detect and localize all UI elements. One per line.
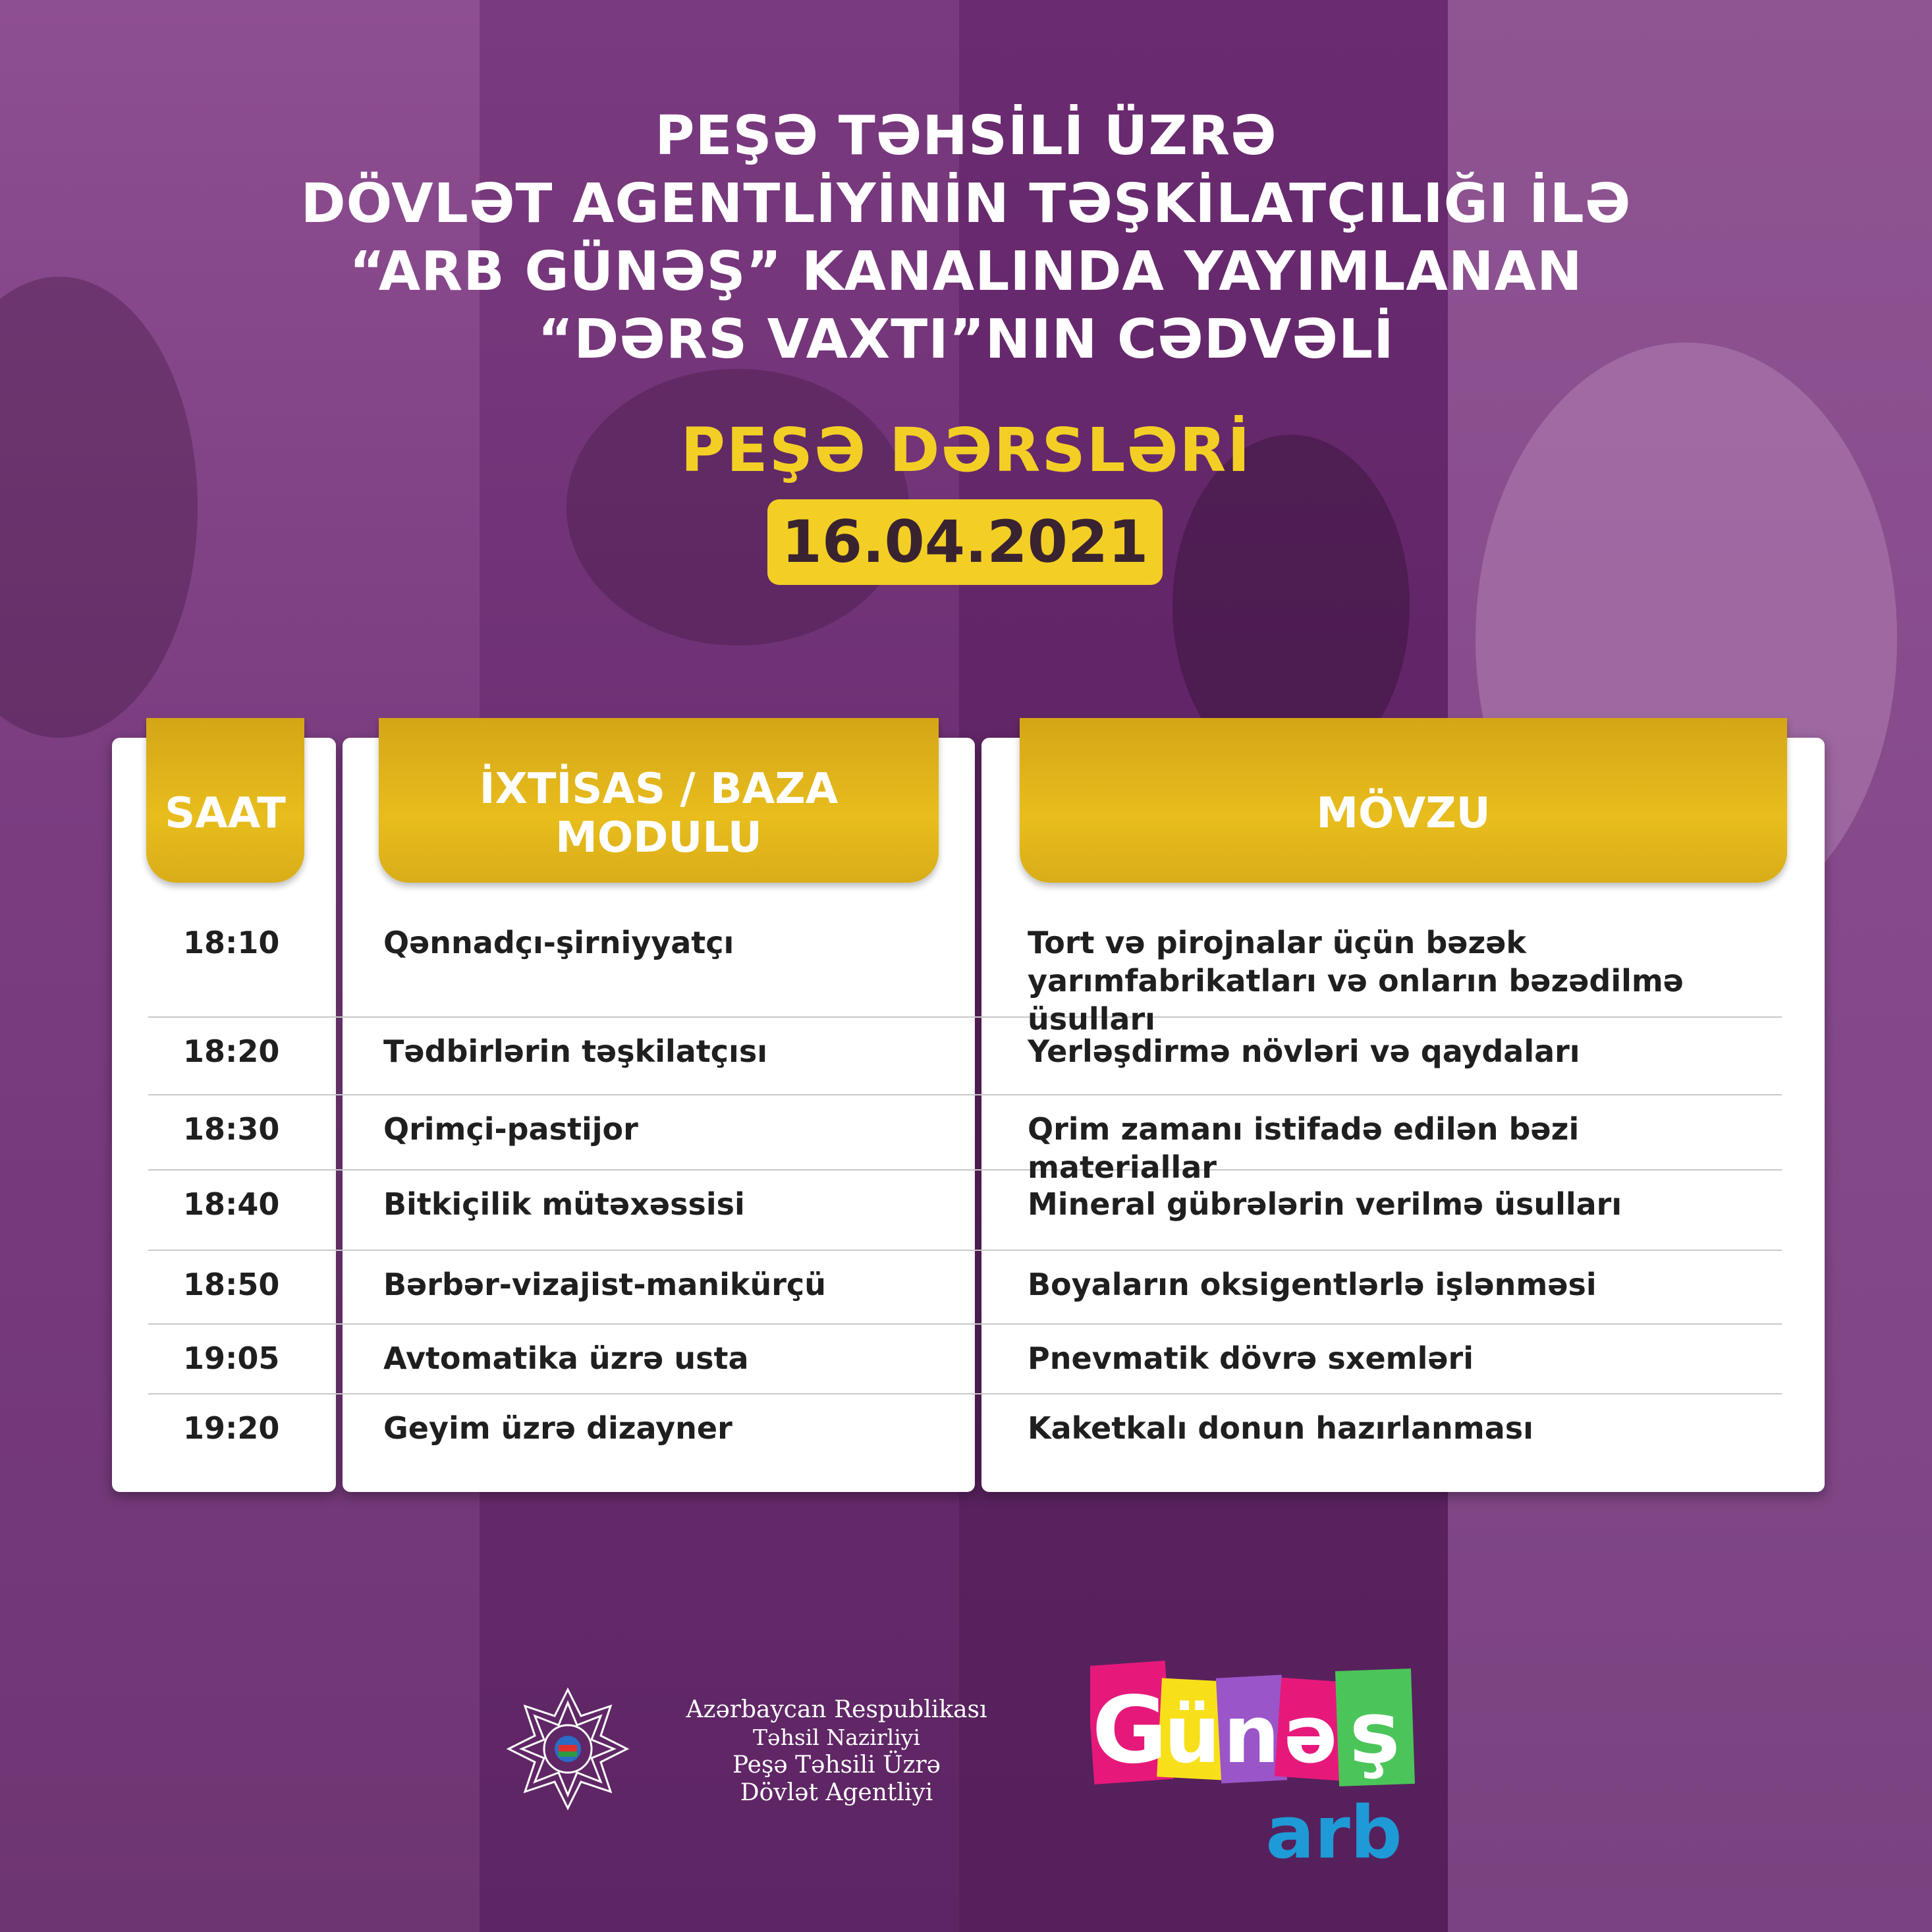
- topic-cell: Mineral gübrələrin verilmə üsulları: [1028, 1186, 1622, 1222]
- title-line: “ARB GÜNƏŞ” KANALINDA YAYIMLANAN: [349, 240, 1583, 303]
- specialty-cell: Bərbər-vizajist-manikürçü: [383, 1267, 826, 1302]
- time-cell: 18:20: [183, 1034, 280, 1069]
- ministry-name: [659, 1696, 1014, 1807]
- title-line: DÖVLƏT AGENTLİYİNİN TƏŞKİLATÇILIĞI İLƏ: [300, 173, 1632, 235]
- specialty-cell: Avtomatika üzrə usta: [383, 1340, 749, 1376]
- title-line: “DƏRS VAXTI”NIN CƏDVƏLİ: [538, 308, 1394, 371]
- svg-text:ü: ü: [1164, 1690, 1221, 1781]
- time-cell: 18:40: [183, 1186, 280, 1222]
- header-specialty: İXTİSAS / BAZA MODULU: [379, 718, 939, 883]
- title-line: PEŞƏ TƏHSİLİ ÜZRƏ: [655, 105, 1277, 167]
- ministry-emblem-icon: [495, 1676, 640, 1821]
- agency-line: Dövlət Agentliyi: [740, 1779, 933, 1806]
- svg-text:arb: arb: [1265, 1790, 1402, 1874]
- subtitle: PEŞƏ DƏRSLƏRİ: [680, 415, 1252, 485]
- table-row: [148, 1171, 1782, 1251]
- table-row: [148, 1095, 1782, 1185]
- table-row: [148, 1394, 1782, 1467]
- topic-cell: Tort və pirojnalar üçün bəzək yarımfabrikatları və onların bəzədilmə üsulları: [1028, 925, 1684, 1037]
- svg-text:ş: ş: [1349, 1682, 1400, 1782]
- date-badge: 16.04.2021: [767, 499, 1163, 585]
- topic-cell: Pnevmatik dövrə sxemləri: [1028, 1340, 1474, 1376]
- specialty-cell: Bitkiçilik mütəxəssisi: [383, 1186, 745, 1222]
- topic-cell: Kaketkalı donun hazırlanması: [1028, 1410, 1533, 1446]
- time-cell: 18:50: [183, 1267, 280, 1302]
- ministry-line: Təhsil Nazirliyi: [753, 1725, 920, 1750]
- topic-cell: Yerləşdirmə növləri və qaydaları: [1028, 1034, 1580, 1069]
- table-row: [148, 1251, 1782, 1325]
- topic-cell: Boyaların oksigentlərlə işlənməsi: [1028, 1267, 1597, 1302]
- svg-text:G: G: [1091, 1677, 1168, 1784]
- time-cell: 19:20: [183, 1410, 280, 1446]
- agency-line: Peşə Təhsili Üzrə: [732, 1752, 941, 1779]
- arb-gunes-logo: [1090, 1657, 1433, 1874]
- time-cell: 19:05: [183, 1340, 280, 1376]
- table-row: [148, 909, 1782, 1037]
- svg-text:n: n: [1223, 1690, 1280, 1781]
- time-cell: 18:30: [183, 1111, 280, 1147]
- svg-text:ə: ə: [1284, 1690, 1338, 1781]
- header-time: SAAT: [146, 718, 304, 883]
- header-topic: MÖVZU: [1020, 718, 1787, 883]
- table-row: [148, 1325, 1782, 1394]
- specialty-cell: Tədbirlərin təşkilatçısı: [383, 1034, 767, 1069]
- specialty-cell: Qrimçi-pastijor: [383, 1111, 638, 1147]
- time-cell: 18:10: [183, 925, 280, 960]
- ministry-line: Azərbaycan Respublikası: [686, 1696, 987, 1723]
- specialty-cell: Qənnadçı-şirniyyatçı: [383, 925, 734, 960]
- page-title: [0, 102, 1932, 373]
- table-row: [148, 1018, 1782, 1095]
- topic-cell: Qrim zamanı istifadə edilən bəzi materiallar: [1028, 1111, 1580, 1185]
- specialty-cell: Geyim üzrə dizayner: [383, 1410, 732, 1446]
- schedule-table: [148, 909, 1782, 1467]
